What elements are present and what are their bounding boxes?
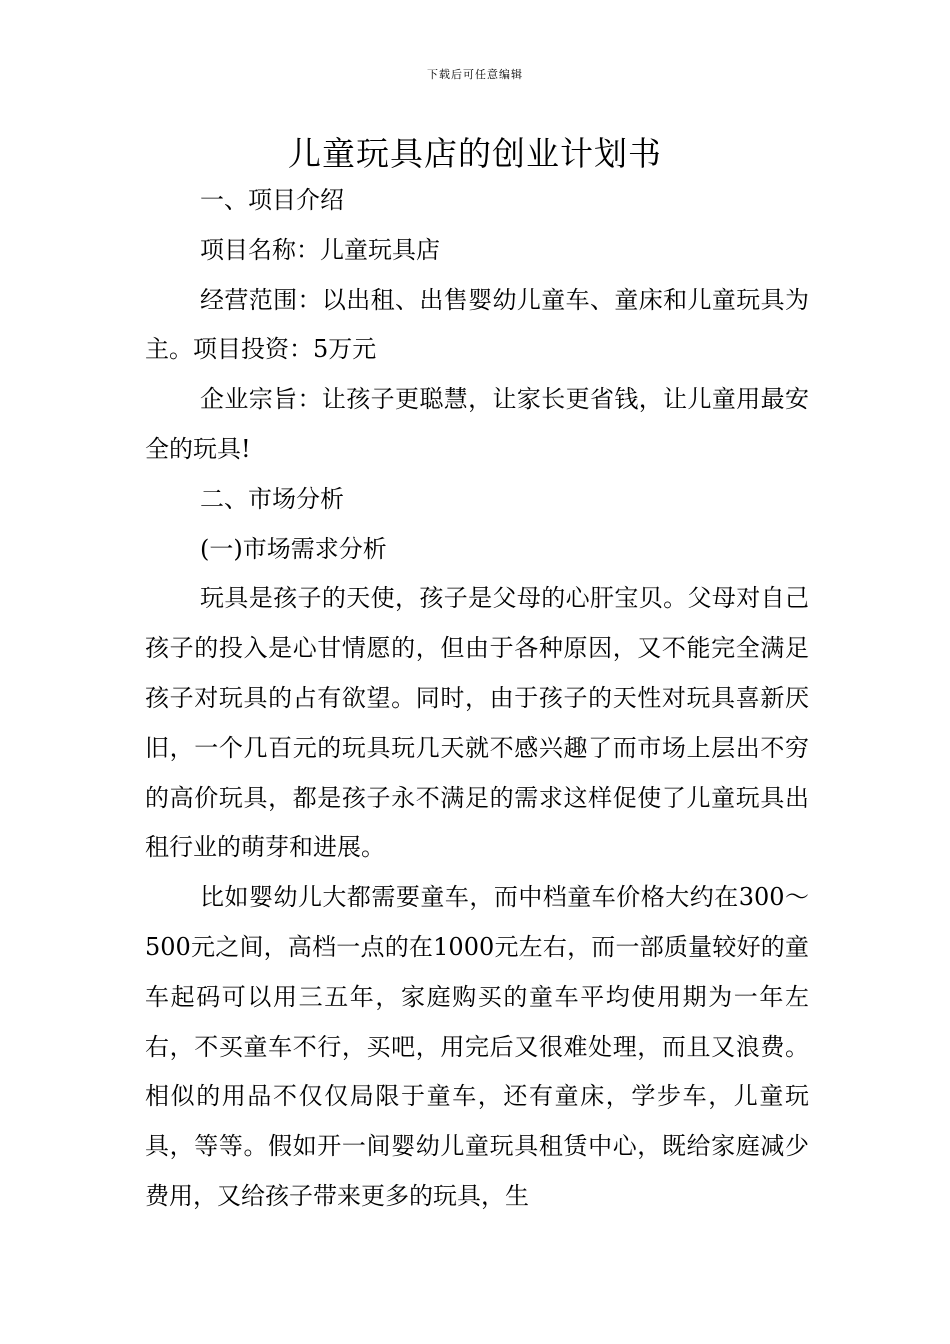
- document-body: [145, 176, 809, 1222]
- header-note: 下载后可任意编辑: [427, 68, 523, 81]
- subsection-heading-demand-analysis: (一)市场需求分析: [200, 534, 387, 563]
- demand-paragraph-1: 玩具是孩子的天使，孩子是父母的心肝宝贝。父母对自己孩子的投入是心甘情愿的，但由于各种原因，又不能完全满足孩子对玩具的占有欲望。同时，由于孩子的天性对玩具喜新厌旧，一个几百元的玩具玩几天就不感兴趣了而市场上层出不穷的高价玩具，都是孩子永不满足的需求这样促使了儿童玩具出租行业的萌芽和进展。: [145, 584, 809, 862]
- section-heading-project-intro: 一、项目介绍: [200, 186, 344, 214]
- business-scope-paragraph: 经营范围：以出租、出售婴幼儿童车、童床和儿童玩具为主。项目投资：5万元: [145, 285, 809, 364]
- section-heading-market-analysis: 二、市场分析: [200, 484, 344, 513]
- demand-paragraph-2: 比如婴幼儿大都需要童车，而中档童车价格大约在300～500元之间，高档一点的在1000元左右，而一部质量较好的童车起码可以用三五年，家庭购买的童车平均使用期为一年左右，不买童车不行，买吧，用完后又很难处理，而且又浪费。相似的用品不仅仅局限于童车，还有童床，学步车，儿童玩具，等等。假如开一间婴幼儿童玩具租赁中心，既给家庭减少费用，又给孩子带来更多的玩具，生: [145, 883, 809, 1210]
- project-name-paragraph: 项目名称：儿童玩具店: [200, 235, 440, 264]
- company-purpose-paragraph: 企业宗旨：让孩子更聪慧，让家长更省钱，让儿童用最安全的玩具!: [145, 385, 809, 463]
- document-title: 儿童玩具店的创业计划书: [288, 134, 662, 173]
